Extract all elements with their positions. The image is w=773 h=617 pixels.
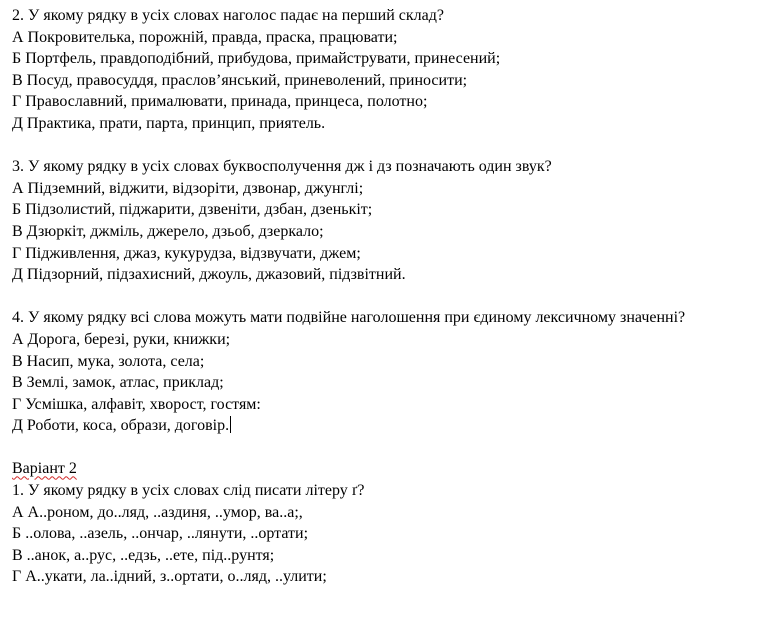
question-4-option-a: А Дорога, березі, руки, книжки; xyxy=(12,330,231,348)
question-4-option-v2: В Землі, замок, атлас, приклад; xyxy=(12,374,224,392)
question-4-option-h: Г Усмішка, алфавіт, хворост, гостям: xyxy=(12,395,261,413)
variant-option-v: В ..анок, а..рус, ..едзь, ..ете, під..рунтя; xyxy=(12,546,275,564)
question-3-option-a: А Підземний, віджити, відзоріти, дзвонар, джунглі; xyxy=(12,179,364,197)
paragraph-spacer xyxy=(12,286,768,308)
question-3-option-b: Б Підзолистий, піджарити, дзвеніти, дзбан, дзенькіт; xyxy=(12,201,373,219)
question-2-text: 2. У якому рядку в усіх словах наголос падає на перший склад? xyxy=(12,7,444,24)
paragraph-spacer xyxy=(12,135,768,157)
variant-title: Варіант 2 xyxy=(12,460,77,478)
question-2-option-v: В Посуд, правосуддя, праслов’янський, приневолений, приносити; xyxy=(12,71,468,89)
question-3-text: 3. У якому рядку в усіх словах буквосполучення дж і дз позначають один звук? xyxy=(12,158,552,176)
question-2-option-b: Б Портфель, правдоподібний, прибудова, примайструвати, принесений; xyxy=(12,50,501,68)
question-4 xyxy=(12,307,768,329)
question-2-option-d: Д Практика, прати, парта, принцип, приятель. xyxy=(12,114,326,132)
question-4-text: 4. У якому рядку всі слова можуть мати подвійне наголошення при єдиному лексичному значенні? xyxy=(12,309,686,327)
variant-option-b: Б ..олова, ..азель, ..ончар, ..лянути, ..ортати; xyxy=(12,525,309,543)
paragraph-spacer xyxy=(12,437,768,459)
question-3-option-v: В Дзюркіт, джміль, джерело, дзьоб, дзеркало; xyxy=(12,222,324,240)
question-3-option-d: Д Підзорний, підзахисний, джоуль, джазовий, підзвітний. xyxy=(12,266,406,284)
question-3-option-h: Г Підживлення, джаз, кукурудза, відзвучати, джем; xyxy=(12,244,361,262)
text-cursor xyxy=(230,416,231,433)
variant-option-a: А А..роном, до..ляд, ..аздиня, ..умор, ва..а;, xyxy=(12,503,303,521)
question-2-option-a: А Покровителька, порожній, правда, праска, працювати; xyxy=(12,28,398,46)
question-4-option-v1: В Насип, мука, золота, села; xyxy=(12,352,205,370)
question-3 xyxy=(12,156,768,178)
variant-option-h: Г А..укати, ла..ідний, з..ортати, о..ляд, ..улити; xyxy=(12,568,327,586)
document-page[interactable] xyxy=(12,5,768,588)
variant-question-1: 1. У якому рядку в усіх словах слід писати літеру ґ? xyxy=(12,482,365,500)
question-2 xyxy=(12,5,768,27)
question-2-option-h: Г Православний, прималювати, принада, принцеса, полотно; xyxy=(12,93,428,111)
question-4-option-d: Д Роботи, коса, образи, договір. xyxy=(12,417,230,435)
